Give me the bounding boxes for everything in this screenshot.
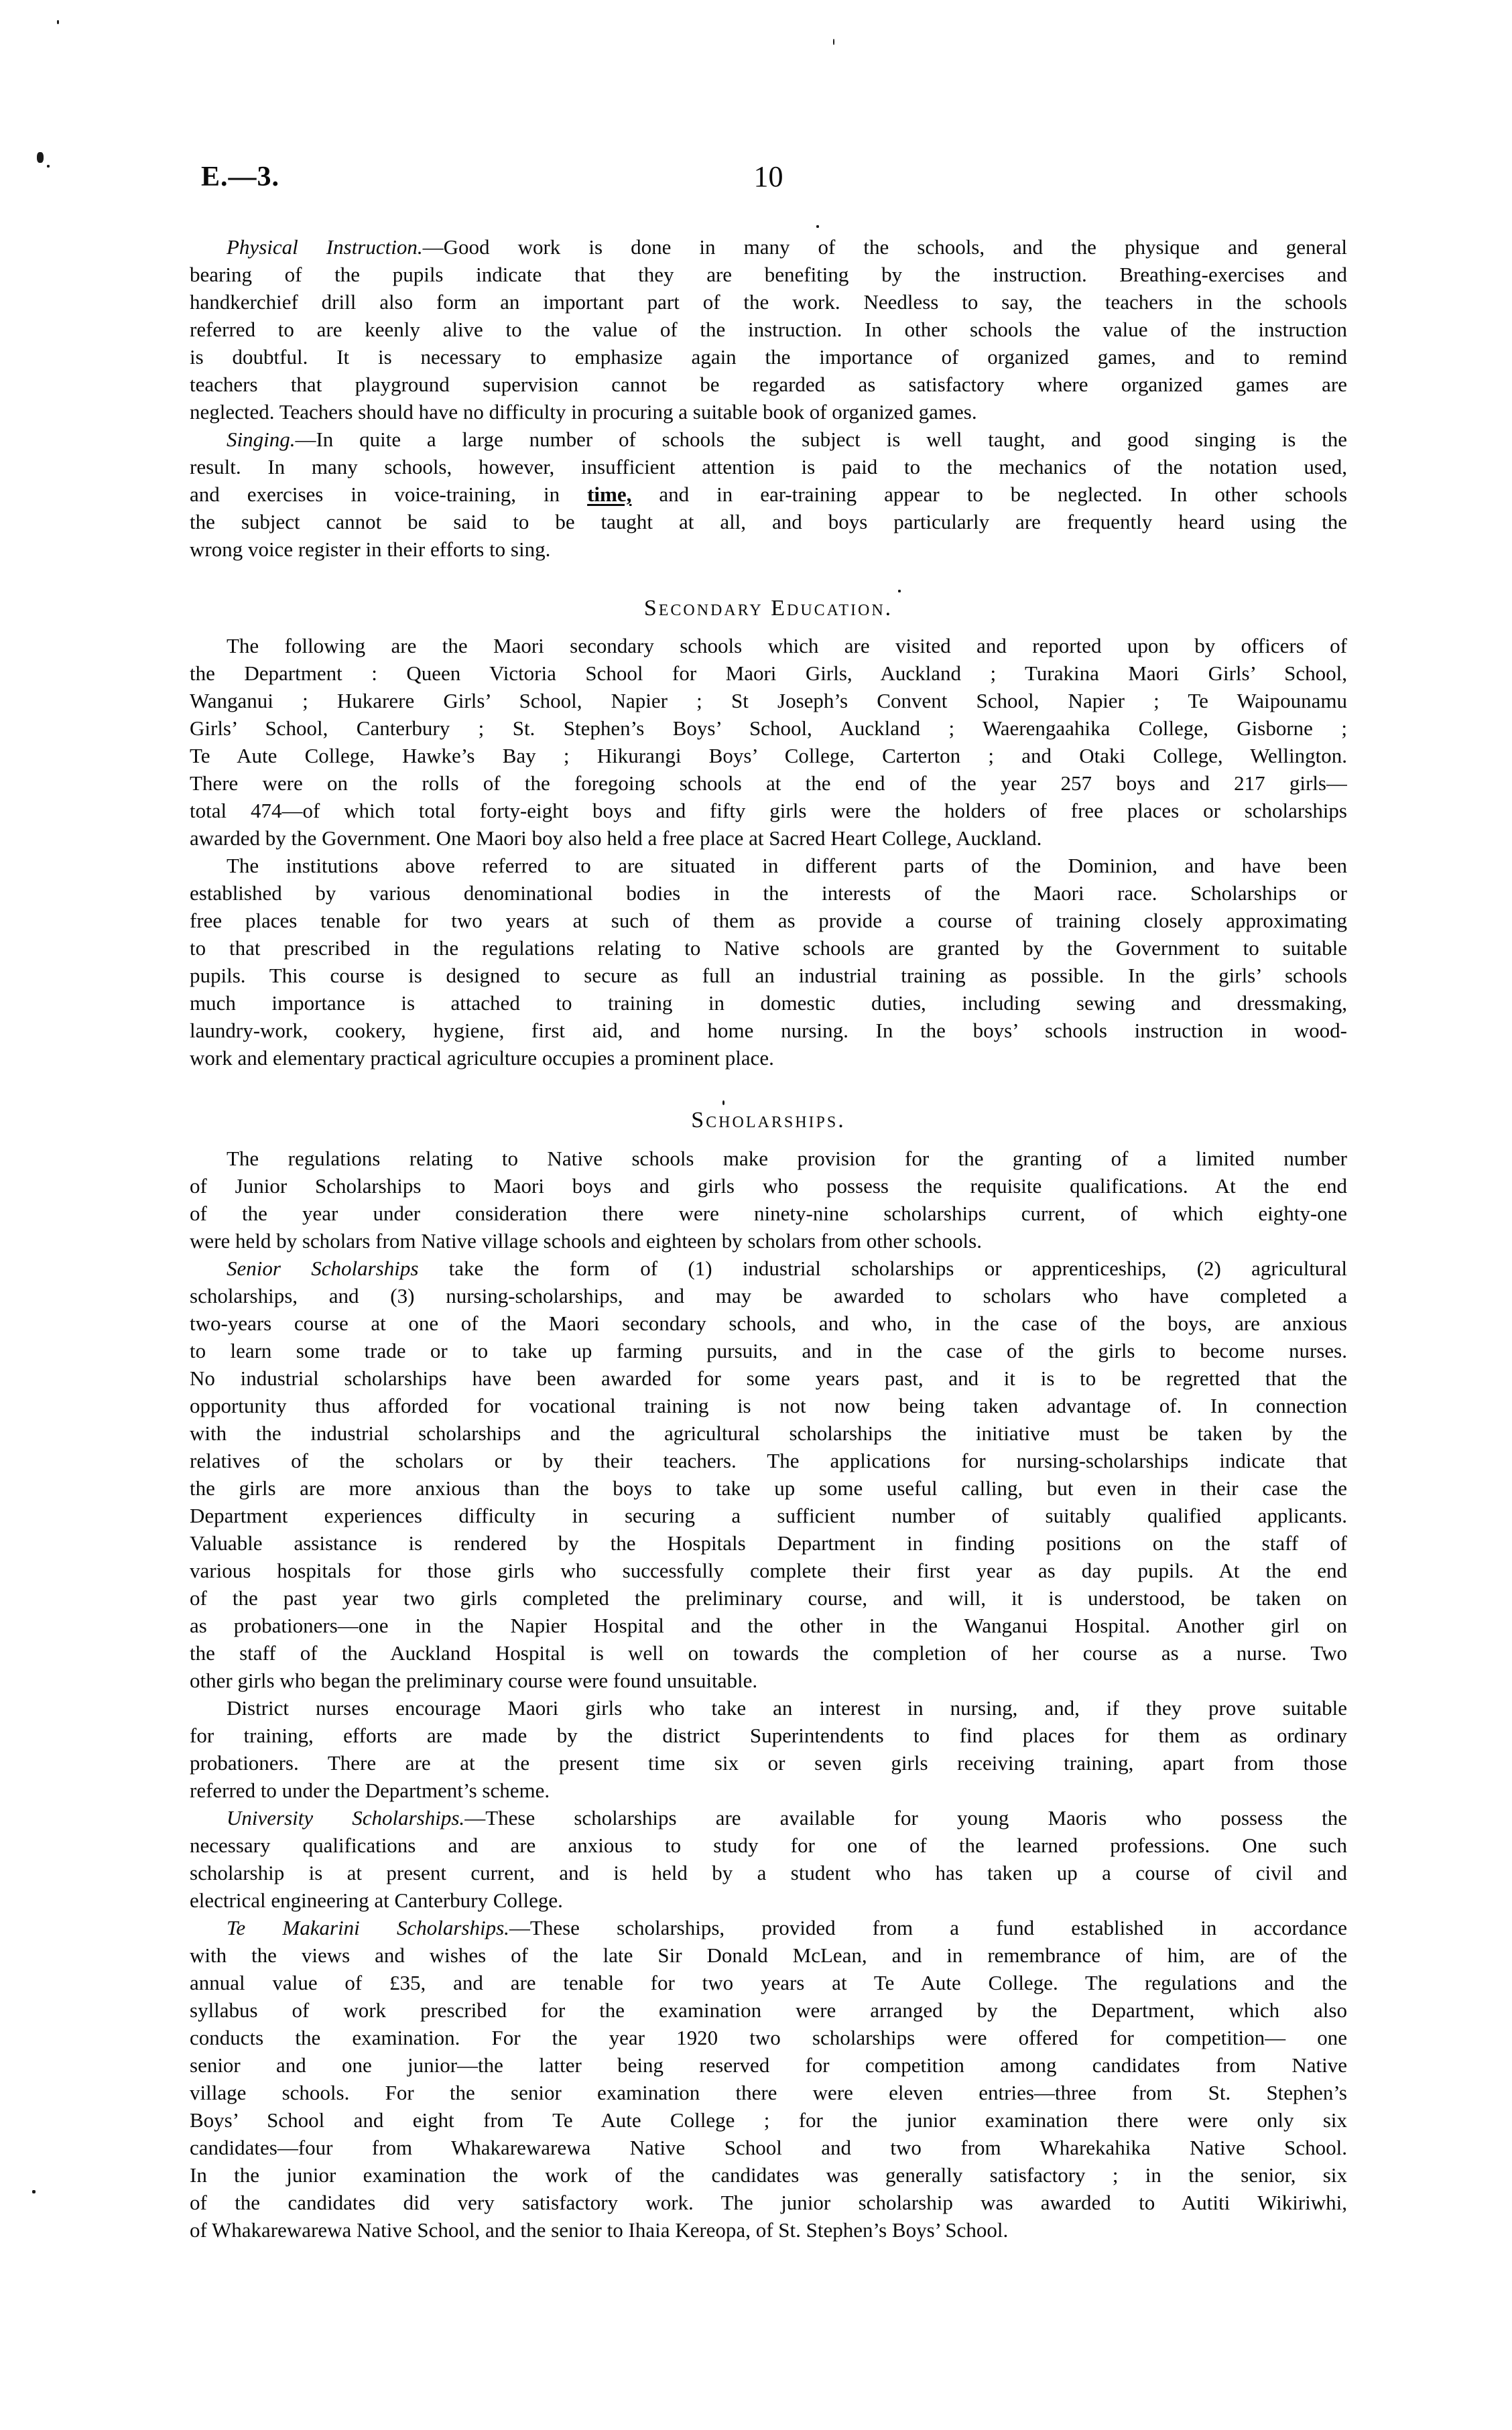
text-line: were held by scholars from Native village schools and eighteen by scholars from other schools. <box>190 1229 982 1253</box>
scan-speck <box>47 165 50 168</box>
document-reference: E.—3. <box>201 162 280 192</box>
text-line: of Whakarewarewa Native School, and the senior to Ihaia Kereopa, of St. Stephen’s Boys’ School. <box>190 2218 1009 2242</box>
text-line: District nurses encourage Maori girls who take an interest in nursing, and, if they prove suitable <box>227 1696 1347 1720</box>
scan-speck <box>833 39 834 45</box>
text-line: village schools. For the senior examination there were eleven entries—three from St. Stephen’s <box>190 2081 1347 2104</box>
paragraph <box>190 1694 1347 1804</box>
text-line: University Scholarships.—These scholarships are available for young Maoris who possess the <box>227 1806 1347 1830</box>
text-line: for training, efforts are made by the district Superintendents to find places for them as ordinary <box>190 1724 1347 1747</box>
text-line: relatives of the scholars or by their teachers. The applications for nursing-scholarships indicate that <box>190 1449 1347 1472</box>
scan-speck <box>57 20 59 24</box>
text-line: annual value of £35, and are tenable for two years at Te Aute College. The regulations and the <box>190 1971 1347 1994</box>
text-line: Girls’ School, Canterbury ; St. Stephen’s Boys’ School, Auckland ; Waerengaahika College, Gisborne ; <box>190 716 1347 740</box>
text-line: scholarship is at present current, and is held by a student who has taken up a course of civil and <box>190 1861 1347 1884</box>
paragraph <box>190 1914 1347 2244</box>
text-line: There were on the rolls of the foregoing schools at the end of the year 257 boys and 217 girls— <box>190 771 1347 795</box>
paragraph <box>190 1804 1347 1914</box>
paragraph <box>190 426 1347 563</box>
text-line: Boys’ School and eight from Te Aute College ; for the junior examination there were only six <box>190 2108 1347 2132</box>
text-line: teachers that playground supervision cannot be regarded as satisfactory where organized games are <box>190 373 1347 396</box>
text-line: work and elementary practical agriculture occupies a prominent place. <box>190 1046 774 1070</box>
text-line: Valuable assistance is rendered by the Hospitals Department in finding positions on the staff of <box>190 1531 1347 1555</box>
text-line: awarded by the Government. One Maori boy also held a free place at Sacred Heart College, Auckland. <box>190 826 1042 850</box>
text-line: handkerchief drill also form an important part of the work. Needless to say, the teachers in the schools <box>190 290 1347 314</box>
text-line: scholarships, and (3) nursing-scholarships, and may be awarded to scholars who have completed a <box>190 1284 1347 1307</box>
text-line: neglected. Teachers should have no difficulty in procuring a suitable book of organized games. <box>190 400 977 424</box>
text-line: as probationers—one in the Napier Hospital and the other in the Wanganui Hospital. Another girl on <box>190 1614 1347 1637</box>
text-line: is doubtful. It is necessary to emphasize again the importance of organized games, and to remind <box>190 345 1347 369</box>
text-line: the staff of the Auckland Hospital is well on towards the completion of her course as a nurse. Two <box>190 1641 1347 1665</box>
text-column <box>190 233 1347 2244</box>
text-line: of the candidates did very satisfactory work. The junior scholarship was awarded to Autiti Wikiriwhi, <box>190 2191 1347 2214</box>
text-line: No industrial scholarships have been awarded for some years past, and it is to be regretted that the <box>190 1366 1347 1390</box>
text-line: of Junior Scholarships to Maori boys and girls who possess the requisite qualifications. At the end <box>190 1174 1347 1198</box>
scan-speck <box>722 1100 724 1105</box>
section-heading: Scholarships. <box>691 1108 846 1133</box>
page-number: 10 <box>753 160 783 193</box>
text-line: necessary qualifications and are anxious to study for one of the learned professions. One such <box>190 1834 1347 1857</box>
text-line: Physical Instruction.—Good work is done in many of the schools, and the physique and general <box>227 235 1347 259</box>
text-line: electrical engineering at Canterbury College. <box>190 1889 563 1912</box>
text-line: syllabus of work prescribed for the examination were arranged by the Department, which also <box>190 1998 1347 2022</box>
text-line: Te Aute College, Hawke’s Bay ; Hikurangi Boys’ College, Carterton ; and Otaki College, Wellington. <box>190 744 1347 767</box>
text-line: Wanganui ; Hukarere Girls’ School, Napier ; St Joseph’s Convent School, Napier ; Te Waipounamu <box>190 689 1347 712</box>
text-line: laundry-work, cookery, hygiene, first aid, and home nursing. In the boys’ schools instruction in wood- <box>190 1019 1347 1042</box>
scan-speck <box>898 590 901 592</box>
text-line: other girls who began the preliminary course were found unsuitable. <box>190 1669 758 1692</box>
text-line: various hospitals for those girls who successfully complete their first year as day pupils. At the end <box>190 1559 1347 1582</box>
text-line: and exercises in voice-training, in time, and in ear-training appear to be neglected. In other schools <box>190 483 1347 506</box>
text-line: two-years course at one of the Maori secondary schools, and who, in the case of the boys, are anxious <box>190 1312 1347 1335</box>
text-line: Department experiences difficulty in securing a sufficient number of suitably qualified applicants. <box>190 1504 1347 1527</box>
text-line: the subject cannot be said to be taught at all, and boys particularly are frequently heard using the <box>190 510 1347 533</box>
text-line: The regulations relating to Native schools make provision for the granting of a limited number <box>227 1147 1347 1170</box>
text-line: result. In many schools, however, insufficient attention is paid to the mechanics of the notation used, <box>190 455 1347 478</box>
text-line: of the past year two girls completed the preliminary course, and will, it is understood, be taken on <box>190 1586 1347 1610</box>
text-line: wrong voice register in their efforts to sing. <box>190 537 551 561</box>
text-line: Singing.—In quite a large number of schools the subject is well taught, and good singing is the <box>227 428 1347 451</box>
text-line: the girls are more anxious than the boys to take up some useful calling, but even in their case the <box>190 1476 1347 1500</box>
text-line: with the views and wishes of the late Sir Donald McLean, and in remembrance of him, are of the <box>190 1943 1347 1967</box>
scan-speck <box>37 152 44 163</box>
text-line: pupils. This course is designed to secure as full an industrial training as possible. In the girls’ schools <box>190 964 1347 987</box>
scan-speck <box>32 2190 36 2193</box>
text-line: with the industrial scholarships and the agricultural scholarships the initiative must be taken by the <box>190 1421 1347 1445</box>
text-line: total 474—of which total forty-eight boys and fifty girls were the holders of free places or scholarships <box>190 799 1347 822</box>
text-line: to that prescribed in the regulations relating to Native schools are granted by the Government to suitable <box>190 936 1347 960</box>
text-line: referred to are keenly alive to the value of the instruction. In other schools the value of the instruction <box>190 318 1347 341</box>
text-line: referred to under the Department’s scheme. <box>190 1779 550 1802</box>
paragraph <box>190 632 1347 852</box>
paragraph <box>190 852 1347 1072</box>
text-line: much importance is attached to training in domestic duties, including sewing and dressmaking, <box>190 991 1347 1015</box>
text-line: bearing of the pupils indicate that they are benefiting by the instruction. Breathing-exercises and <box>190 263 1347 286</box>
section-heading: Secondary Education. <box>643 596 893 621</box>
text-line: of the year under consideration there were ninety-nine scholarships current, of which eighty-one <box>190 1202 1347 1225</box>
text-line: senior and one junior—the latter being reserved for competition among candidates from Native <box>190 2053 1347 2077</box>
text-line: to learn some trade or to take up farming pursuits, and in the case of the girls to become nurses. <box>190 1339 1347 1362</box>
text-line: The institutions above referred to are situated in different parts of the Dominion, and have been <box>227 854 1347 877</box>
text-line: candidates—four from Whakarewarewa Native School and two from Wharekahika Native School. <box>190 2136 1347 2159</box>
text-line: The following are the Maori secondary schools which are visited and reported upon by officers of <box>227 634 1347 657</box>
paragraph <box>190 1145 1347 1255</box>
text-line: conducts the examination. For the year 1920 two scholarships were offered for competition— one <box>190 2026 1347 2049</box>
text-line: opportunity thus afforded for vocational training is not now being taken advantage of. In connection <box>190 1394 1347 1417</box>
text-line: free places tenable for two years at such of them as provide a course of training closely approximating <box>190 909 1347 932</box>
text-line: probationers. There are at the present time six or seven girls receiving training, apart from those <box>190 1751 1347 1775</box>
text-line: Senior Scholarships take the form of (1) industrial scholarships or apprenticeships, (2) agricultural <box>227 1257 1347 1280</box>
text-line: established by various denominational bodies in the interests of the Maori race. Scholarships or <box>190 881 1347 905</box>
paragraph <box>190 233 1347 426</box>
scan-speck <box>816 225 819 228</box>
text-line: Te Makarini Scholarships.—These scholarships, provided from a fund established in accordance <box>227 1916 1347 1939</box>
paragraph <box>190 1255 1347 1694</box>
text-line: In the junior examination the work of the candidates was generally satisfactory ; in the senior, six <box>190 2163 1347 2187</box>
text-line: the Department : Queen Victoria School for Maori Girls, Auckland ; Turakina Maori Girls’ School, <box>190 661 1347 685</box>
